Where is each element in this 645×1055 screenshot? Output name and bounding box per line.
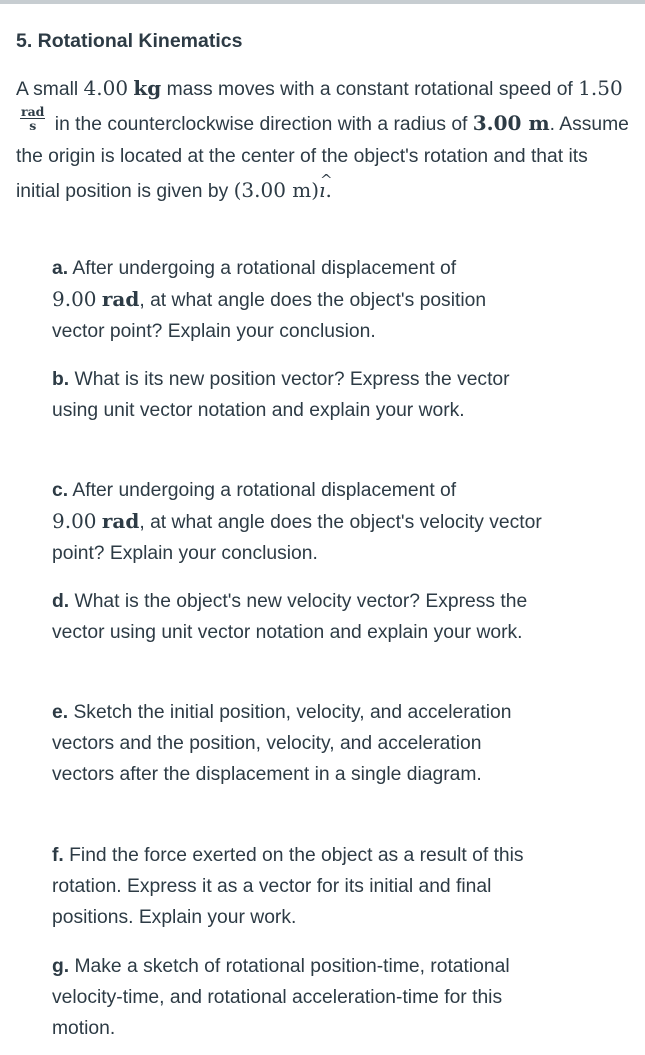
displacement-value: 9.00 [52, 509, 97, 534]
question-part-b [52, 364, 542, 426]
displacement-unit: rad [101, 509, 140, 534]
problem-container [16, 26, 636, 208]
mass-value: 4.00 [83, 76, 129, 100]
intro-text-4: . Assume the origin is located at the center of the object's rotation and that its initial position is given by [16, 113, 629, 202]
speed-unit-fraction [20, 105, 45, 132]
part-text: Find the force exerted on the object as a result of this rotation. Express it as a vector for its initial and final positions. Explain your work. [52, 845, 524, 929]
question-part-e [52, 697, 542, 791]
question-part-f [52, 840, 542, 934]
part-letter: f. [52, 845, 64, 866]
mass-unit: kg [133, 76, 162, 100]
top-divider [0, 0, 645, 4]
displacement-unit: rad [101, 287, 140, 312]
question-part-c [52, 475, 542, 570]
part-letter: a. [52, 258, 69, 279]
speed-unit-denominator: s [29, 117, 37, 133]
problem-intro [16, 72, 631, 208]
part-letter: d. [52, 591, 70, 612]
part-letter: g. [52, 956, 70, 977]
intro-text-2: mass moves with a constant rotational speed of [161, 79, 579, 100]
question-part-g [52, 951, 542, 1045]
part-text: What is the object's new velocity vector? Express the vector using unit vector notation and explain your work. [52, 591, 528, 644]
part-text: Sketch the initial position, velocity, and acceleration vectors and the position, velocity, and acceleration vectors after the displacement in a single diagram. [52, 702, 512, 786]
part-letter: c. [52, 480, 69, 501]
part-text: After undergoing a rotational displacement of [68, 480, 457, 501]
initial-position [234, 178, 332, 202]
part-letter: e. [52, 702, 69, 723]
speed-value: 1.50 [578, 76, 623, 100]
part-text: After undergoing a rotational displacement of [68, 258, 457, 279]
part-letter: b. [52, 369, 70, 390]
question-part-d [52, 586, 542, 648]
radius-value: 3.00 m [472, 110, 550, 135]
part-text: What is its new position vector? Express the vector using unit vector notation and explain your work. [52, 369, 510, 422]
problem-title: 5. Rotational Kinematics [16, 30, 243, 52]
displacement-value: 9.00 [52, 287, 97, 312]
initial-position-magnitude: (3.00 m) [233, 177, 320, 202]
part-text-after: , at what angle does the object's velocity vector point? Explain your conclusion. [52, 512, 542, 565]
unit-vector-i-hat: ^ ı [319, 174, 325, 207]
initial-position-period: . [325, 177, 332, 202]
speed-unit-numerator: rad [21, 103, 45, 119]
intro-text-1: A small [16, 79, 84, 100]
question-part-a [52, 253, 542, 348]
part-text: Make a sketch of rotational position-time, rotational velocity-time, and rotational acceleration-time for this motion. [52, 956, 510, 1040]
part-text-after: , at what angle does the object's position vector point? Explain your conclusion. [52, 290, 487, 343]
intro-text-3: in the counterclockwise direction with a radius of [49, 113, 473, 135]
